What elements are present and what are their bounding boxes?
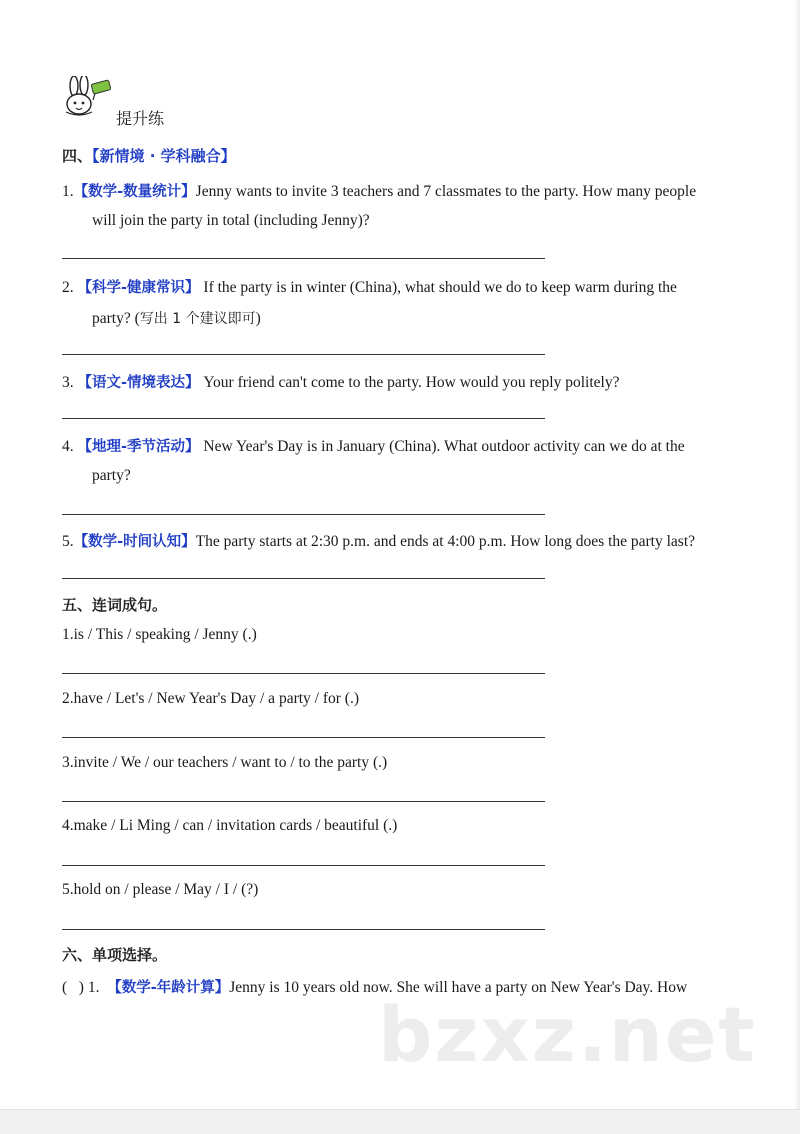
subject-tag: 【科学-健康常识】	[77, 280, 200, 296]
question-text: The party starts at 2:30 p.m. and ends at 4:00 p.m. How long does the party last?	[195, 533, 696, 550]
sentence-question-1: 1.is / This / speaking / Jenny (.)	[62, 626, 257, 643]
section-4-heading	[62, 145, 236, 166]
answer-line[interactable]	[62, 354, 545, 355]
answer-bracket[interactable]: ( ) 1.	[62, 979, 108, 996]
answer-line[interactable]	[62, 258, 545, 259]
question-number: 3.	[62, 374, 78, 391]
section-6-heading: 六、单项选择。	[62, 946, 168, 964]
subject-tag: 【语文-情境表达】	[77, 375, 200, 391]
section-5-heading: 五、连词成句。	[62, 596, 168, 614]
question-number: 2.	[62, 279, 78, 296]
watermark: bzxz.net	[378, 990, 757, 1079]
page-edge	[794, 0, 800, 1110]
answer-line[interactable]	[62, 801, 545, 802]
subject-tag: 【地理-季节活动】	[77, 439, 200, 455]
page-bottom-bar	[0, 1109, 800, 1134]
subject-tag: 【数学-数量统计】	[73, 184, 196, 200]
sentence-question-3: 3.invite / We / our teachers / want to / to the party (.)	[62, 754, 388, 771]
subject-tag: 【数学-时间认知】	[73, 534, 196, 550]
question-4-2	[62, 276, 677, 297]
question-4-1	[62, 180, 696, 201]
question-4-5	[62, 530, 695, 551]
answer-line[interactable]	[62, 737, 545, 738]
rabbit-mascot-icon	[62, 76, 112, 118]
question-number: 1.	[62, 183, 74, 200]
question-text: Your friend can't come to the party. How would you reply politely?	[199, 374, 620, 391]
sentence-question-5: 5.hold on / please / May / I / (?)	[62, 881, 259, 898]
sentence-question-2: 2.have / Let's / New Year's Day / a party / for (.)	[62, 690, 359, 707]
question-text: party? (	[92, 310, 140, 327]
answer-line[interactable]	[62, 418, 545, 419]
practice-label: 提升练	[116, 109, 165, 128]
section-4-title: 【新情境 · 学科融合】	[92, 147, 236, 165]
question-text: )	[255, 310, 261, 327]
question-text: If the party is in winter (China), what should we do to keep warm during the	[199, 279, 677, 296]
answer-line[interactable]	[62, 929, 545, 930]
answer-line[interactable]	[62, 578, 545, 579]
answer-line[interactable]	[62, 865, 545, 866]
sentence-question-4: 4.make / Li Ming / can / invitation cards / beautiful (.)	[62, 817, 398, 834]
question-4-3	[62, 371, 619, 392]
question-4-4-line2: party?	[92, 467, 131, 484]
question-number: 5.	[62, 533, 74, 550]
question-4-1-line2: will join the party in total (including Jenny)?	[92, 212, 370, 229]
question-text: Jenny is 10 years old now. She will have a party on New Year's Day. How	[229, 979, 688, 996]
answer-line[interactable]	[62, 514, 545, 515]
subject-tag: 【数学-年龄计算】	[107, 980, 230, 996]
answer-line[interactable]	[62, 673, 545, 674]
question-text: Jenny wants to invite 3 teachers and 7 classmates to the party. How many people	[195, 183, 697, 200]
question-hint: 写出 1 个建议即可	[139, 311, 256, 327]
question-number: 4.	[62, 438, 78, 455]
question-4-4	[62, 435, 685, 456]
question-text: New Year's Day is in January (China). What outdoor activity can we do at the	[199, 438, 685, 455]
section-4-number: 四、	[62, 147, 93, 165]
question-4-2-line2	[92, 308, 261, 328]
